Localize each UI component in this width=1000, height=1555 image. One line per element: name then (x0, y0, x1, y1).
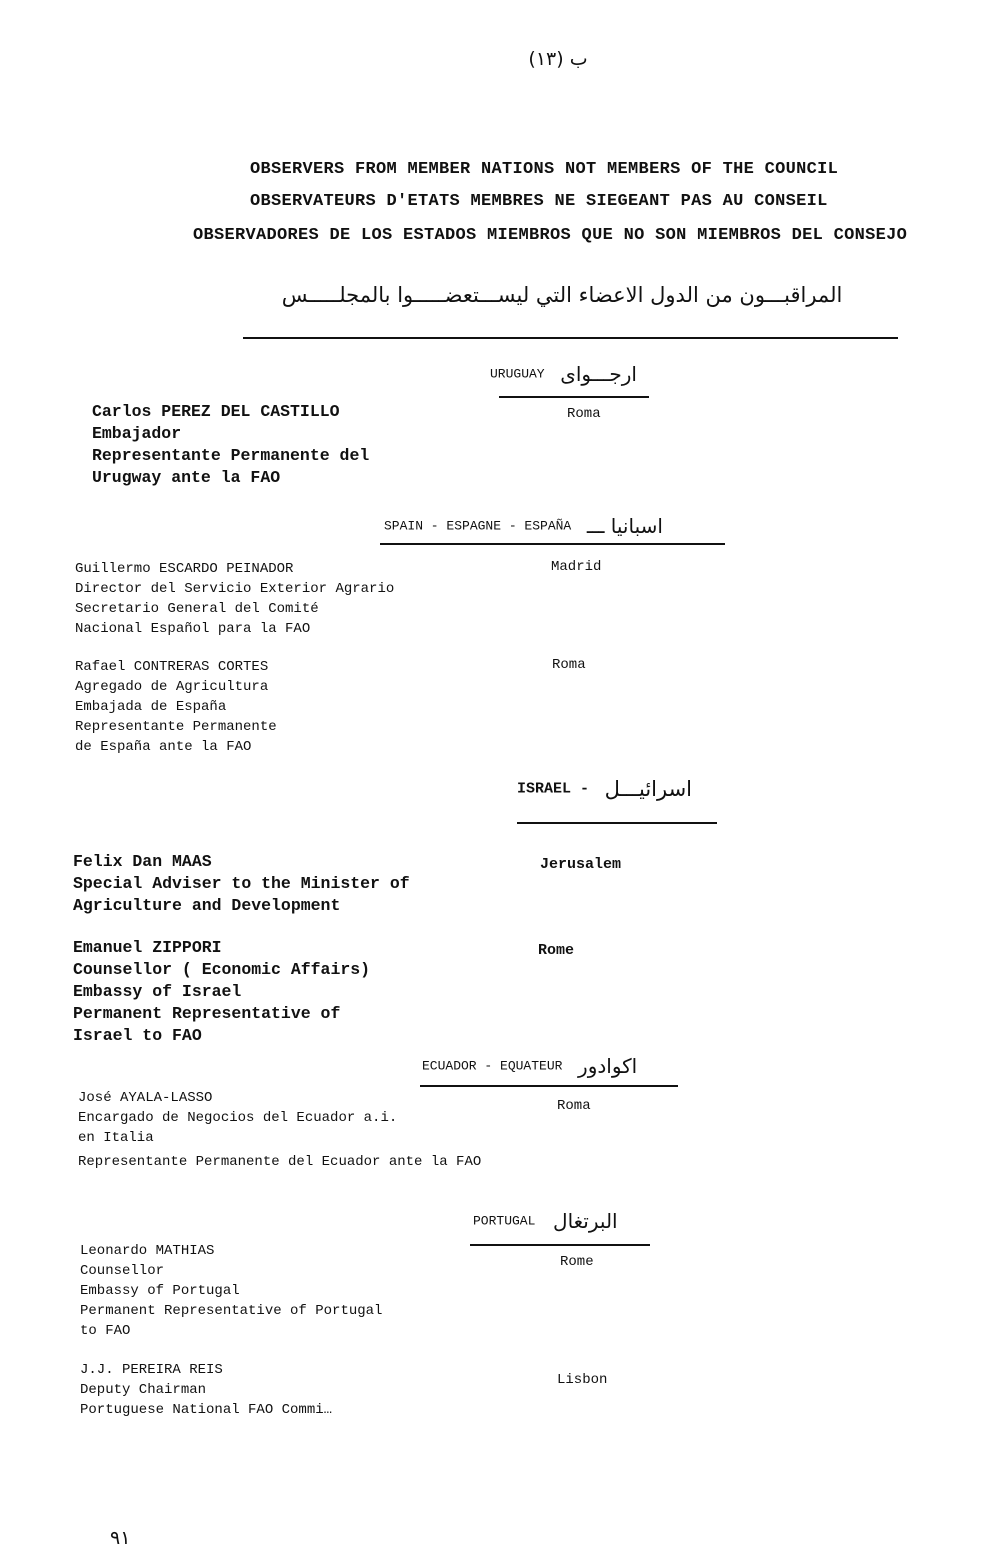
delegate-city: Roma (567, 406, 601, 422)
delegate-title: Embassy of Israel (73, 982, 242, 1001)
country-label: ISRAEL - (517, 780, 590, 798)
delegate-title: Permanent Representative of Portugal (80, 1303, 383, 1319)
country-arabic: ارجـــواى (560, 362, 637, 386)
delegate-title: Representante Permanente del Ecuador ante la FAO (78, 1154, 482, 1170)
delegate-name: Emanuel ZIPPORI (73, 938, 222, 957)
section-underline (499, 396, 649, 398)
country-arabic: اسبانيا ـــ (586, 514, 663, 538)
delegate-name: José AYALA-LASSO (78, 1090, 213, 1106)
section-underline (420, 1085, 678, 1087)
delegate-title: Counsellor ( Economic Affairs) (73, 960, 371, 979)
delegate-title: Permanent Representative of (73, 1004, 341, 1023)
delegate-city: Rome (538, 942, 575, 959)
delegate-city: Roma (557, 1098, 591, 1114)
delegate-title: Portuguese National FAO Commi… (80, 1402, 333, 1418)
delegate-title: Nacional Español para la FAO (75, 621, 311, 637)
delegate-entry (75, 657, 277, 757)
delegate-title: to FAO (80, 1323, 131, 1339)
delegate-entry (73, 851, 410, 917)
page-header-number: ب (١٣) (528, 48, 588, 70)
country-arabic: اسرائيـــل (604, 777, 693, 801)
country-label: PORTUGAL (473, 1213, 536, 1229)
delegate-title: Counsellor (80, 1263, 165, 1279)
delegate-title: Israel to FAO (73, 1026, 202, 1045)
delegate-title: Encargado de Negocios del Ecuador a.i. (78, 1110, 398, 1126)
title-arabic: المراقبـــون من الدول الاعضاء التي ليســـتعضـــــوا بالمجلـــــس (281, 283, 843, 307)
delegate-city: Jerusalem (540, 856, 622, 873)
delegate-title: Embajador (92, 424, 182, 443)
section-heading-uruguay (490, 362, 660, 386)
delegate-title: Director del Servicio Exterior Agrario (75, 581, 395, 597)
section-underline (517, 822, 717, 824)
delegate-entry (73, 937, 370, 1047)
delegate-title: Agregado de Agricultura (75, 679, 269, 695)
delegate-name: Guillermo ESCARDO PEINADOR (75, 561, 294, 577)
delegate-city: Madrid (551, 559, 602, 575)
delegate-title: en Italia (78, 1130, 154, 1146)
delegate-name: Carlos PEREZ DEL CASTILLO (92, 402, 340, 421)
delegate-title: Embajada de España (75, 699, 227, 715)
delegate-entry (78, 1088, 481, 1172)
delegate-name: J.J. PEREIRA REIS (80, 1362, 223, 1378)
delegate-title: Agriculture and Development (73, 896, 341, 915)
title-english: OBSERVERS FROM MEMBER NATIONS NOT MEMBERS OF THE COUNCIL (250, 160, 839, 179)
delegate-title: Deputy Chairman (80, 1382, 207, 1398)
country-arabic: اكوادور (578, 1054, 638, 1078)
section-heading-spain (384, 514, 729, 538)
delegate-name: Leonardo MATHIAS (80, 1243, 215, 1259)
delegate-title: Urugway ante la FAO (92, 468, 281, 487)
footer-page-number: ٩١ (110, 1527, 131, 1549)
title-spanish: OBSERVADORES DE LOS ESTADOS MIEMBROS QUE NO SON MIEMBROS DEL CONSEJO (193, 226, 908, 245)
country-label: ECUADOR - EQUATEUR (422, 1058, 563, 1074)
country-label: URUGUAY (490, 366, 545, 382)
delegate-city: Roma (552, 657, 586, 673)
section-heading-portugal (473, 1209, 673, 1233)
delegate-entry (80, 1360, 332, 1420)
delegate-name: Felix Dan MAAS (73, 852, 212, 871)
section-underline (380, 543, 725, 545)
delegate-city: Lisbon (557, 1372, 608, 1388)
delegate-entry (80, 1241, 382, 1341)
section-underline (470, 1244, 650, 1246)
delegate-entry (75, 559, 394, 639)
section-heading-israel (517, 777, 727, 801)
delegate-name: Rafael CONTRERAS CORTES (75, 659, 269, 675)
delegate-title: Representante Permanente del (92, 446, 370, 465)
delegate-title: Representante Permanente (75, 719, 277, 735)
delegate-title: Embassy of Portugal (80, 1283, 240, 1299)
section-heading-ecuador (422, 1054, 692, 1078)
delegate-title: de España ante la FAO (75, 739, 252, 755)
delegate-entry (92, 401, 369, 489)
title-french: OBSERVATEURS D'ETATS MEMBRES NE SIEGEANT PAS AU CONSEIL (250, 192, 828, 211)
title-divider (243, 337, 898, 339)
delegate-title: Special Adviser to the Minister of (73, 874, 410, 893)
country-arabic: البرتغال (553, 1209, 618, 1233)
country-label: SPAIN - ESPAGNE - ESPAÑA (384, 518, 572, 534)
delegate-city: Rome (560, 1254, 594, 1270)
delegate-title: Secretario General del Comité (75, 601, 319, 617)
